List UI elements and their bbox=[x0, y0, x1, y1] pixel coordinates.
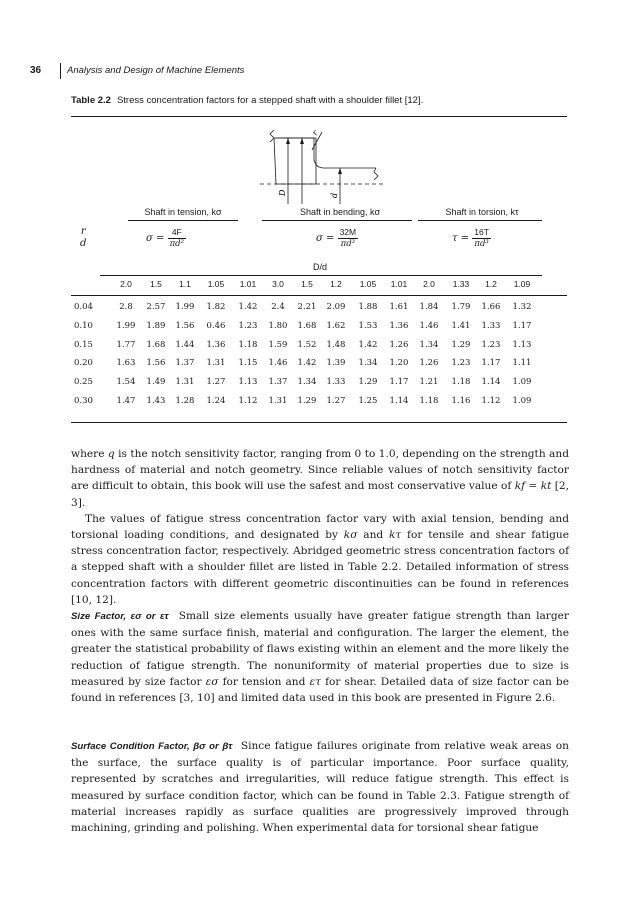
table-cell: 1.46 bbox=[268, 358, 288, 368]
paragraph-stress-concentration bbox=[71, 511, 569, 608]
row-label: 0.04 bbox=[74, 302, 93, 312]
size-factor-section bbox=[71, 608, 569, 706]
table-cell: 1.42 bbox=[358, 340, 378, 350]
torsion-denominator: πd³ bbox=[474, 239, 489, 249]
row-header-d: d bbox=[80, 238, 87, 249]
table-cell: 1.13 bbox=[238, 377, 258, 387]
tension-fraction bbox=[168, 227, 186, 250]
minor-diameter-label: d bbox=[330, 192, 339, 198]
torsion-formula bbox=[452, 227, 491, 250]
table-cell: 1.12 bbox=[238, 396, 258, 406]
tension-formula-lhs: σ = bbox=[146, 233, 165, 244]
column-header: 3.0 bbox=[272, 279, 284, 289]
table-cell: 1.68 bbox=[146, 340, 166, 350]
table-cell: 1.13 bbox=[512, 340, 532, 350]
table-cell: 1.29 bbox=[358, 377, 378, 387]
p2-text-a: The values of fatigue stress concentration factor vary with axial tension, bending and torsional loading conditions, and designated by bbox=[71, 512, 569, 542]
table-cell: 1.82 bbox=[206, 302, 226, 312]
table-cell: 1.24 bbox=[206, 396, 226, 406]
table-cell: 1.44 bbox=[175, 340, 195, 350]
bending-formula bbox=[316, 227, 358, 250]
surface-condition-heading: Surface Condition Factor, βσ or βτ bbox=[71, 741, 233, 752]
table-cell: 1.68 bbox=[297, 321, 317, 331]
table-caption-text: Stress concentration factors for a stepped shaft with a shoulder fillet [12]. bbox=[116, 95, 424, 106]
table-cell: 1.36 bbox=[389, 321, 409, 331]
table-cell: 1.32 bbox=[512, 302, 532, 312]
table-cell: 1.23 bbox=[451, 358, 471, 368]
table-cell: 1.18 bbox=[451, 377, 471, 387]
table-cell: 1.18 bbox=[419, 396, 439, 406]
table-cell: 1.37 bbox=[175, 358, 195, 368]
p1-text-b: is the notch sensitivity factor, ranging from 0 to 1.0, depending on the strength and hardness of material and notch geometry. Since reliable values of notch sensitivity factor are difficult to obtain, this book will use the safest and most conservative value of bbox=[71, 448, 569, 493]
table-cell: 1.48 bbox=[326, 340, 346, 350]
paragraph-size-factor bbox=[71, 608, 569, 706]
page-number: 36 bbox=[30, 65, 42, 76]
group-rule-torsion bbox=[418, 220, 542, 221]
table-cell: 1.56 bbox=[146, 358, 166, 368]
table-cell: 1.28 bbox=[175, 396, 195, 406]
table-cell: 1.31 bbox=[175, 377, 195, 387]
surface-condition-section bbox=[71, 738, 569, 836]
table-cell: 1.79 bbox=[451, 302, 471, 312]
table-label: Table 2.2 bbox=[71, 95, 111, 106]
table-cell: 1.59 bbox=[268, 340, 288, 350]
column-header: 1.01 bbox=[390, 279, 408, 289]
row-label: 0.25 bbox=[74, 377, 93, 387]
table-cell: 1.89 bbox=[146, 321, 166, 331]
table-cell: 1.20 bbox=[389, 358, 409, 368]
table-cell: 1.11 bbox=[512, 358, 532, 368]
column-header: 2.0 bbox=[423, 279, 435, 289]
column-header: 1.01 bbox=[239, 279, 257, 289]
table-cell: 1.23 bbox=[481, 340, 501, 350]
table-cell: 1.29 bbox=[297, 396, 317, 406]
table-cell: 1.26 bbox=[419, 358, 439, 368]
table-cell: 1.53 bbox=[358, 321, 378, 331]
table-cell: 1.46 bbox=[419, 321, 439, 331]
column-header: 1.09 bbox=[513, 279, 531, 289]
table-cell: 1.49 bbox=[146, 377, 166, 387]
table-cell: 2.4 bbox=[271, 302, 285, 312]
bending-denominator: πd³ bbox=[340, 239, 356, 249]
table-cell: 1.29 bbox=[451, 340, 471, 350]
p2-text-and: and bbox=[357, 529, 389, 542]
table-cell: 1.09 bbox=[512, 377, 532, 387]
row-header-rd bbox=[80, 226, 86, 250]
k-tau-symbol: kτ bbox=[388, 529, 402, 542]
table-cell: 1.63 bbox=[116, 358, 136, 368]
torsion-numerator: 16T bbox=[474, 227, 489, 237]
table-cell: 1.47 bbox=[116, 396, 136, 406]
group-title-torsion: Shaft in torsion, kτ bbox=[445, 207, 519, 217]
column-header: 1.5 bbox=[301, 279, 313, 289]
table-cell: 1.16 bbox=[451, 396, 471, 406]
table-cell: 1.34 bbox=[358, 358, 378, 368]
column-header: 1.2 bbox=[485, 279, 497, 289]
table-cell: 1.33 bbox=[481, 321, 501, 331]
tension-formula bbox=[146, 227, 186, 250]
dd-label: D/d bbox=[313, 262, 328, 272]
kf-equals-kt: kf = kt bbox=[514, 480, 552, 493]
tension-denominator: πd² bbox=[169, 239, 185, 249]
bending-fraction bbox=[338, 227, 359, 250]
fillet-radius-label: r bbox=[310, 128, 320, 138]
table-cell: 1.21 bbox=[419, 377, 439, 387]
table-cell: 1.31 bbox=[268, 396, 288, 406]
table-cell: 1.17 bbox=[481, 358, 501, 368]
group-title-tension: Shaft in tension, kσ bbox=[144, 207, 222, 217]
table-cell: 1.15 bbox=[238, 358, 258, 368]
dd-rule bbox=[100, 275, 542, 276]
p1-text-a: where bbox=[71, 448, 108, 460]
table-cell: 1.25 bbox=[358, 396, 378, 406]
table-caption bbox=[71, 95, 423, 106]
size-factor-heading: Size Factor, εσ or ετ bbox=[71, 611, 169, 622]
table-cell: 0.46 bbox=[206, 321, 226, 331]
table-cell: 2.8 bbox=[119, 302, 133, 312]
table-cell: 1.31 bbox=[206, 358, 226, 368]
row-label: 0.30 bbox=[74, 396, 93, 406]
table-cell: 1.88 bbox=[358, 302, 378, 312]
p2-text-b: for tensile and shear fatigue stress concentration factor, respectively. Abridged geometric stress concentration factors of a stepped shaft with a shoulder fillet are listed in Table 2.2. Detailed information of stress concentration factors with different geometric discontinuities can be found in references [10, 12]. bbox=[71, 529, 569, 606]
table-cell: 1.84 bbox=[419, 302, 439, 312]
page-header bbox=[30, 63, 590, 79]
table-cell: 1.27 bbox=[326, 396, 346, 406]
table-cell: 2.21 bbox=[297, 302, 317, 312]
table-top-rule bbox=[71, 116, 567, 117]
table-cell: 1.34 bbox=[297, 377, 317, 387]
column-header: 1.05 bbox=[359, 279, 377, 289]
column-header: 1.1 bbox=[179, 279, 191, 289]
table-cell: 1.09 bbox=[512, 396, 532, 406]
row-label: 0.20 bbox=[74, 358, 93, 368]
table-cell: 1.14 bbox=[481, 377, 501, 387]
torsion-formula-lhs: τ = bbox=[452, 233, 470, 244]
table-cell: 1.37 bbox=[268, 377, 288, 387]
column-header: 1.33 bbox=[452, 279, 470, 289]
table-cell: 2.57 bbox=[146, 302, 166, 312]
major-diameter-label: D bbox=[278, 189, 287, 196]
row-label: 0.15 bbox=[74, 340, 93, 350]
paragraph-surface-condition bbox=[71, 738, 569, 836]
table-cell: 1.42 bbox=[297, 358, 317, 368]
group-title-bending: Shaft in bending, kσ bbox=[299, 207, 381, 217]
tension-numerator: 4F bbox=[168, 227, 186, 239]
table-cell: 1.36 bbox=[206, 340, 226, 350]
p3-text-a: Small size elements usually have greater fatigue strength than larger ones with the same surface finish, material and configuration. The larger the element, the greater the statistical probability of flaws existing within an element and the more likely the reduction of fatigue strength. The nonuniformity of material properties due to size is measured by size factor bbox=[71, 610, 569, 688]
table-cell: 1.42 bbox=[238, 302, 258, 312]
body-text bbox=[71, 446, 569, 608]
table-cell: 1.54 bbox=[116, 377, 136, 387]
column-header: 1.05 bbox=[207, 279, 225, 289]
table-bottom-rule bbox=[71, 422, 567, 423]
table-cell: 1.17 bbox=[512, 321, 532, 331]
q-symbol: q bbox=[107, 448, 115, 460]
table-cell: 1.41 bbox=[451, 321, 471, 331]
bending-numerator: 32M bbox=[339, 227, 357, 237]
paragraph-notch-sensitivity bbox=[71, 446, 569, 511]
group-rule-bending bbox=[262, 220, 412, 221]
header-divider bbox=[60, 63, 61, 79]
table-cell: 1.14 bbox=[389, 396, 409, 406]
epsilon-tau-symbol: ετ bbox=[309, 675, 322, 688]
table-cell: 1.66 bbox=[481, 302, 501, 312]
table-cell: 1.18 bbox=[238, 340, 258, 350]
column-header: 1.2 bbox=[330, 279, 342, 289]
stepped-shaft-diagram bbox=[252, 124, 392, 204]
running-title: Analysis and Design of Machine Elements bbox=[67, 65, 245, 76]
table-cell: 1.56 bbox=[175, 321, 195, 331]
table-cell: 1.33 bbox=[326, 377, 346, 387]
table-cell: 1.43 bbox=[146, 396, 166, 406]
p4-text-a: Since fatigue failures originate from relative weak areas on the surface, the surface quality is of particular importance. Poor surface quality, represented by scratches and irregularities, will reduce fatigue strength. This effect is measured by surface condition factor, which can be found in Table 2.3. Fatigue strength of material increases rapidly as surface qualities are progressively improved through machining, grinding and polishing. When experimental data for torsional shear fatigue bbox=[71, 740, 569, 835]
table-cell: 1.99 bbox=[116, 321, 136, 331]
table-cell: 1.17 bbox=[389, 377, 409, 387]
table-cell: 1.80 bbox=[268, 321, 288, 331]
table-cell: 1.77 bbox=[116, 340, 136, 350]
p3-text-b: for tension and bbox=[218, 675, 310, 688]
table-cell: 1.99 bbox=[175, 302, 195, 312]
p3-text-c: for shear. Detailed data of size factor can be found in references [3, 10] and limited data used in this book are presented in Figure 2.6. bbox=[71, 675, 569, 705]
p1-text-c: [2, 3]. bbox=[71, 480, 570, 509]
table-cell: 1.61 bbox=[389, 302, 409, 312]
torsion-fraction bbox=[472, 227, 491, 250]
column-header: 1.5 bbox=[150, 279, 162, 289]
epsilon-sigma-symbol: εσ bbox=[205, 675, 219, 688]
k-sigma-symbol: kσ bbox=[343, 529, 358, 542]
header-bottom-rule bbox=[71, 295, 567, 296]
table-cell: 1.52 bbox=[297, 340, 317, 350]
table-cell: 1.62 bbox=[326, 321, 346, 331]
bending-formula-lhs: σ = bbox=[316, 233, 335, 244]
table-cell: 1.12 bbox=[481, 396, 501, 406]
row-header-r: r bbox=[80, 226, 86, 237]
group-rule-tension bbox=[128, 220, 238, 221]
table-cell: 1.39 bbox=[326, 358, 346, 368]
table-cell: 1.26 bbox=[389, 340, 409, 350]
table-cell: 2.09 bbox=[326, 302, 346, 312]
row-label: 0.10 bbox=[74, 321, 93, 331]
table-cell: 1.34 bbox=[419, 340, 439, 350]
table-cell: 1.27 bbox=[206, 377, 226, 387]
table-cell: 1.23 bbox=[238, 321, 258, 331]
column-header: 2.0 bbox=[120, 279, 132, 289]
